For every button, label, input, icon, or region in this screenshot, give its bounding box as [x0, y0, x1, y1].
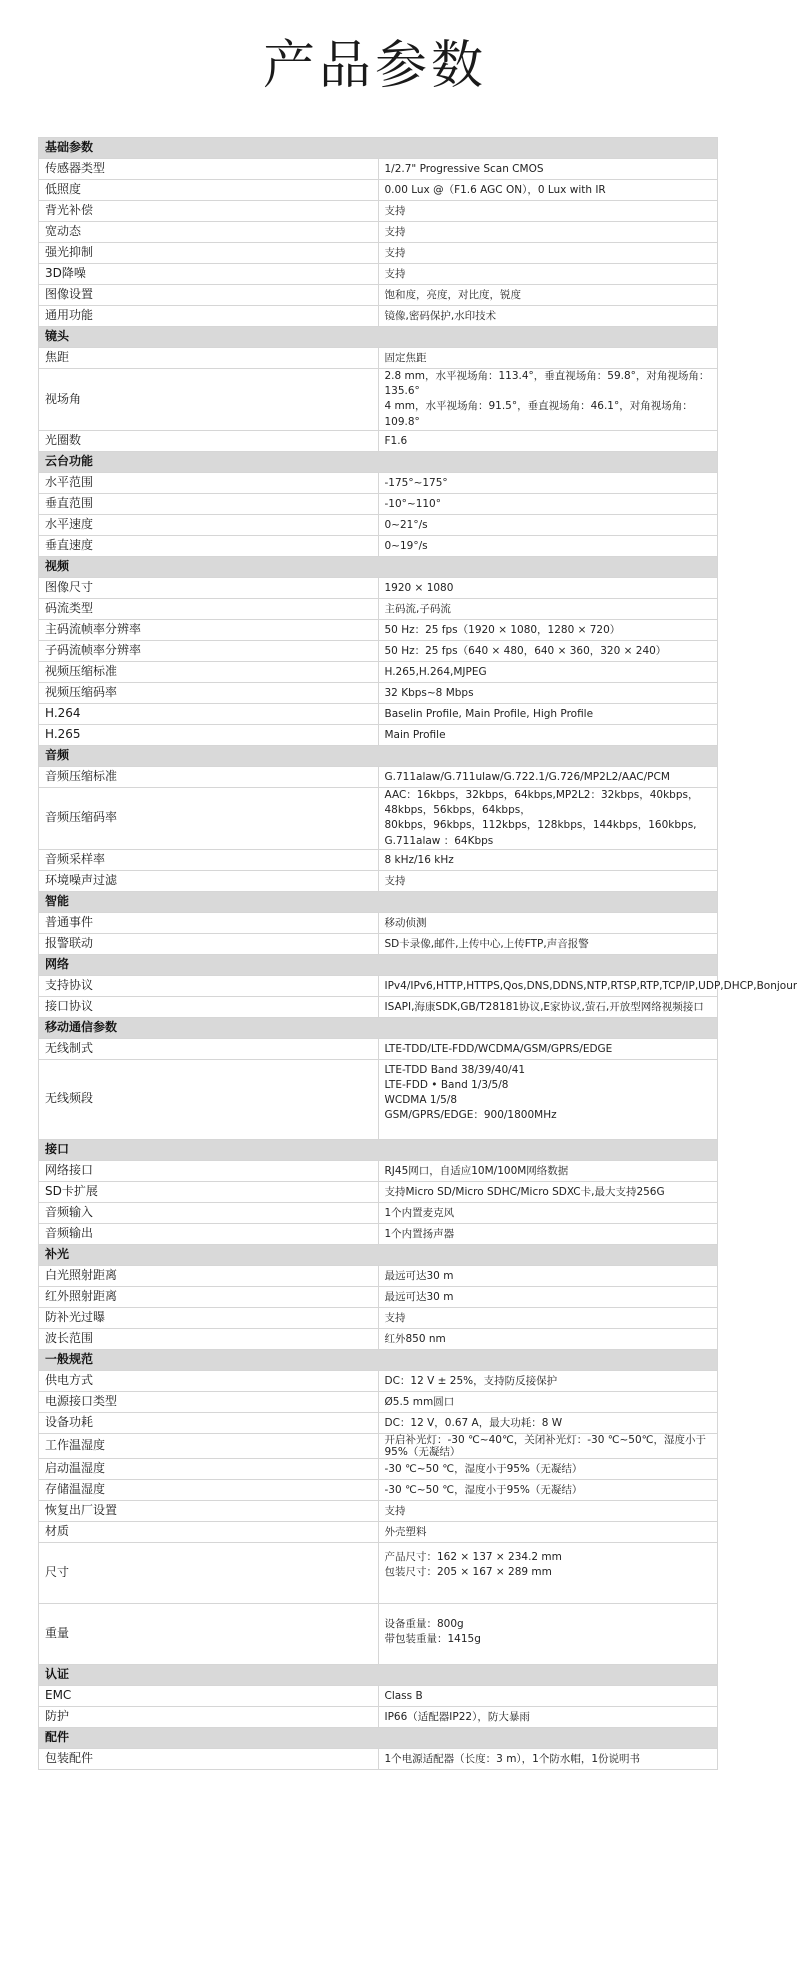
spec-row — [39, 703, 718, 724]
spec-value — [378, 285, 718, 306]
spec-label: 子码流帧率分辨率 — [39, 640, 379, 661]
spec-label: 启动温湿度 — [39, 1458, 379, 1479]
spec-value-line: 1个内置扬声器 — [384, 1227, 455, 1240]
spec-value-line: 支持Micro SD/Micro SDHC/Micro SDXC卡,最大支持256G — [384, 1185, 665, 1198]
spec-value-line: Ø5.5 mm圆口 — [384, 1395, 455, 1408]
spec-row — [39, 514, 718, 535]
spec-value — [378, 493, 718, 514]
spec-label: 焦距 — [39, 348, 379, 369]
spec-value — [378, 933, 718, 954]
section-header — [39, 745, 718, 766]
spec-value — [378, 264, 718, 285]
spec-value — [378, 1433, 718, 1458]
spec-value-line: 外壳塑料 — [384, 1525, 427, 1538]
spec-value — [378, 577, 718, 598]
section-title: 云台功能 — [39, 451, 718, 472]
spec-row — [39, 159, 718, 180]
spec-row — [39, 849, 718, 870]
spec-value — [378, 1706, 718, 1727]
spec-row — [39, 682, 718, 703]
spec-value-line: 支持 — [384, 874, 406, 887]
spec-row — [39, 933, 718, 954]
spec-label: 电源接口类型 — [39, 1391, 379, 1412]
spec-value — [378, 1038, 718, 1059]
spec-value-line: 镜像,密码保护,水印技术 — [384, 309, 497, 322]
section-title: 移动通信参数 — [39, 1017, 718, 1038]
section-title: 配件 — [39, 1727, 718, 1748]
spec-label: SD卡扩展 — [39, 1181, 379, 1202]
spec-value-line: 1920 × 1080 — [384, 581, 454, 594]
spec-value-line: Baselin Profile, Main Profile, High Profile — [384, 707, 594, 720]
spec-label: 水平范围 — [39, 472, 379, 493]
spec-row — [39, 493, 718, 514]
spec-value-line: 设备重量：800g — [384, 1617, 464, 1630]
spec-value-line: 支持 — [384, 267, 406, 280]
spec-label: 支持协议 — [39, 975, 379, 996]
spec-value — [378, 1685, 718, 1706]
section-header — [39, 1139, 718, 1160]
spec-value-line: WCDMA 1/5/8 — [384, 1094, 457, 1107]
spec-row — [39, 306, 718, 327]
spec-label: 光圈数 — [39, 430, 379, 451]
spec-label: EMC — [39, 1685, 379, 1706]
spec-label: H.265 — [39, 724, 379, 745]
spec-row — [39, 870, 718, 891]
section-title: 接口 — [39, 1139, 718, 1160]
spec-row — [39, 640, 718, 661]
spec-value — [378, 1542, 718, 1603]
spec-value — [378, 682, 718, 703]
spec-value-line: 50 Hz：25 fps（1920 × 1080，1280 × 720） — [384, 623, 621, 636]
spec-label: 工作温湿度 — [39, 1433, 379, 1458]
spec-value-line: DC：12 V，0.67 A，最大功耗：8 W — [384, 1416, 563, 1429]
spec-value — [378, 598, 718, 619]
spec-row — [39, 1038, 718, 1059]
spec-row — [39, 661, 718, 682]
spec-label: 低照度 — [39, 180, 379, 201]
section-header — [39, 1727, 718, 1748]
spec-label: 音频采样率 — [39, 849, 379, 870]
spec-row — [39, 1202, 718, 1223]
spec-label: 材质 — [39, 1521, 379, 1542]
spec-value — [378, 912, 718, 933]
spec-value — [378, 1603, 718, 1664]
spec-label: 无线制式 — [39, 1038, 379, 1059]
spec-label: 网络接口 — [39, 1160, 379, 1181]
spec-value-line: ISAPI,海康SDK,GB/T28181协议,E家协议,萤石,开放型网络视频接口 — [384, 1000, 704, 1013]
spec-value-line: 支持 — [384, 246, 406, 259]
spec-row — [39, 1479, 718, 1500]
spec-row — [39, 348, 718, 369]
section-header — [39, 138, 718, 159]
spec-value — [378, 1265, 718, 1286]
spec-label: 主码流帧率分辨率 — [39, 619, 379, 640]
spec-value — [378, 787, 718, 849]
spec-label: 环境噪声过滤 — [39, 870, 379, 891]
spec-row — [39, 285, 718, 306]
spec-label: 接口协议 — [39, 996, 379, 1017]
spec-row — [39, 243, 718, 264]
section-title: 音频 — [39, 745, 718, 766]
spec-value — [378, 306, 718, 327]
spec-row — [39, 766, 718, 787]
section-header — [39, 1349, 718, 1370]
spec-row — [39, 1706, 718, 1727]
spec-value — [378, 472, 718, 493]
spec-label: 视频压缩标准 — [39, 661, 379, 682]
spec-value-line: GSM/GPRS/EDGE：900/1800MHz — [384, 1109, 557, 1122]
spec-label: 传感器类型 — [39, 159, 379, 180]
spec-label: 垂直范围 — [39, 493, 379, 514]
spec-value-line: SD卡录像,邮件,上传中心,上传FTP,声音报警 — [384, 937, 589, 950]
spec-value-line: H.265,H.264,MJPEG — [384, 665, 487, 678]
spec-row — [39, 430, 718, 451]
spec-label: 码流类型 — [39, 598, 379, 619]
spec-value-line: LTE-TDD/LTE-FDD/WCDMA/GSM/GPRS/EDGE — [384, 1042, 613, 1055]
spec-row — [39, 1370, 718, 1391]
spec-value — [378, 243, 718, 264]
spec-label: 音频压缩码率 — [39, 787, 379, 849]
spec-label: 视频压缩码率 — [39, 682, 379, 703]
spec-value-line: 包装尺寸：205 × 167 × 289 mm — [384, 1565, 552, 1578]
section-header — [39, 327, 718, 348]
spec-value — [378, 766, 718, 787]
spec-label: 防补光过曝 — [39, 1307, 379, 1328]
section-title: 视频 — [39, 556, 718, 577]
spec-label: 存储温湿度 — [39, 1479, 379, 1500]
spec-value — [378, 1160, 718, 1181]
spec-value-line: 支持 — [384, 204, 406, 217]
spec-value — [378, 1748, 718, 1769]
section-header — [39, 1017, 718, 1038]
spec-value-line: 开启补光灯：-30 ℃~40℃，关闭补光灯：-30 ℃~50℃，湿度小于95%（无凝结） — [384, 1433, 706, 1458]
spec-label: 包装配件 — [39, 1748, 379, 1769]
spec-row — [39, 1412, 718, 1433]
spec-label: 恢复出厂设置 — [39, 1500, 379, 1521]
spec-label: H.264 — [39, 703, 379, 724]
section-title: 基础参数 — [39, 138, 718, 159]
spec-row — [39, 975, 718, 996]
spec-row — [39, 1521, 718, 1542]
spec-label: 图像设置 — [39, 285, 379, 306]
spec-label: 波长范围 — [39, 1328, 379, 1349]
spec-row — [39, 1328, 718, 1349]
spec-value — [378, 1458, 718, 1479]
spec-value — [378, 1479, 718, 1500]
spec-value-line: 饱和度，亮度，对比度，锐度 — [384, 288, 521, 301]
spec-value-line: 主码流,子码流 — [384, 602, 451, 615]
spec-label: 强光抑制 — [39, 243, 379, 264]
spec-row — [39, 1391, 718, 1412]
spec-label: 设备功耗 — [39, 1412, 379, 1433]
spec-row — [39, 1223, 718, 1244]
section-title: 镜头 — [39, 327, 718, 348]
spec-value — [378, 180, 718, 201]
spec-value-line: 支持 — [384, 225, 406, 238]
spec-value — [378, 201, 718, 222]
spec-value-line: 支持 — [384, 1311, 406, 1324]
spec-value-line: 固定焦距 — [384, 351, 427, 364]
spec-value-line: Main Profile — [384, 728, 446, 741]
spec-value — [378, 996, 718, 1017]
spec-value — [378, 703, 718, 724]
spec-label: 无线频段 — [39, 1059, 379, 1139]
section-header — [39, 556, 718, 577]
spec-value-line: 32 Kbps~8 Mbps — [384, 686, 474, 699]
spec-row — [39, 1685, 718, 1706]
spec-value — [378, 661, 718, 682]
spec-label: 防护 — [39, 1706, 379, 1727]
spec-value — [378, 1202, 718, 1223]
spec-value — [378, 514, 718, 535]
spec-value-line: 移动侦测 — [384, 916, 427, 929]
spec-value-line: LTE-TDD Band 38/39/40/41 — [384, 1063, 526, 1076]
spec-value-line: 1/2.7" Progressive Scan CMOS — [384, 162, 544, 175]
spec-row — [39, 535, 718, 556]
spec-row — [39, 1307, 718, 1328]
spec-label: 普通事件 — [39, 912, 379, 933]
spec-row — [39, 180, 718, 201]
section-title: 补光 — [39, 1244, 718, 1265]
spec-value — [378, 640, 718, 661]
spec-value-line: G.711alaw/G.711ulaw/G.722.1/G.726/MP2L2/AAC/PCM — [384, 770, 670, 783]
spec-label: 图像尺寸 — [39, 577, 379, 598]
spec-label: 宽动态 — [39, 222, 379, 243]
spec-label: 水平速度 — [39, 514, 379, 535]
spec-label: 音频输入 — [39, 1202, 379, 1223]
spec-table — [38, 137, 797, 1770]
spec-row — [39, 222, 718, 243]
spec-row — [39, 1160, 718, 1181]
spec-value — [378, 348, 718, 369]
spec-row — [39, 1265, 718, 1286]
spec-label: 音频压缩标准 — [39, 766, 379, 787]
spec-value-line: 8 kHz/16 kHz — [384, 853, 454, 866]
spec-label: 白光照射距离 — [39, 1265, 379, 1286]
section-header — [39, 891, 718, 912]
spec-value — [378, 1307, 718, 1328]
spec-row — [39, 1181, 718, 1202]
spec-row — [39, 912, 718, 933]
spec-value — [378, 870, 718, 891]
spec-value-line: 最远可达30 m — [384, 1269, 454, 1282]
section-title: 一般规范 — [39, 1349, 718, 1370]
spec-row — [39, 1542, 718, 1603]
spec-label: 供电方式 — [39, 1370, 379, 1391]
spec-value-line: 最远可达30 m — [384, 1290, 454, 1303]
spec-label: 视场角 — [39, 369, 379, 431]
spec-value-line: RJ45网口，自适应10M/100M网络数据 — [384, 1164, 569, 1177]
spec-value-line: -30 ℃~50 ℃，湿度小于95%（无凝结） — [384, 1483, 583, 1496]
spec-row — [39, 264, 718, 285]
spec-row — [39, 1059, 718, 1139]
spec-row — [39, 1286, 718, 1307]
spec-value-line: -10°~110° — [384, 497, 441, 510]
spec-value-line: 支持 — [384, 1504, 406, 1517]
spec-value — [378, 724, 718, 745]
section-header — [39, 954, 718, 975]
spec-value — [378, 430, 718, 451]
spec-value-line: 0~21°/s — [384, 518, 428, 531]
section-header — [39, 1664, 718, 1685]
spec-value-line: Class B — [384, 1689, 423, 1702]
spec-row — [39, 369, 718, 431]
spec-value — [378, 1059, 718, 1139]
spec-value-line: 红外850 nm — [384, 1332, 446, 1345]
spec-value-line: 4 mm，水平视场角：91.5°，垂直视场角：46.1°，对角视场角：109.8° — [384, 400, 693, 428]
spec-value — [378, 849, 718, 870]
spec-value — [378, 1223, 718, 1244]
spec-value — [378, 1391, 718, 1412]
spec-row — [39, 472, 718, 493]
spec-label: 报警联动 — [39, 933, 379, 954]
spec-value — [378, 222, 718, 243]
spec-value-line: 2.8 mm，水平视场角：113.4°，垂直视场角：59.8°，对角视场角：135.6° — [384, 370, 710, 398]
spec-value — [378, 619, 718, 640]
section-header — [39, 451, 718, 472]
spec-label: 红外照射距离 — [39, 1286, 379, 1307]
section-title: 智能 — [39, 891, 718, 912]
spec-row — [39, 724, 718, 745]
spec-value-line: 50 Hz：25 fps（640 × 480，640 × 360，320 × 240） — [384, 644, 667, 657]
spec-value-line: 0.00 Lux @（F1.6 AGC ON），0 Lux with IR — [384, 183, 606, 196]
spec-value-line: 0~19°/s — [384, 539, 428, 552]
spec-label: 尺寸 — [39, 1542, 379, 1603]
spec-value — [378, 159, 718, 180]
spec-value — [378, 1286, 718, 1307]
spec-value — [378, 1521, 718, 1542]
spec-value-line: 带包装重量：1415g — [384, 1632, 481, 1645]
page-title: 产品参数 — [262, 36, 487, 96]
spec-label: 通用功能 — [39, 306, 379, 327]
spec-value — [378, 975, 797, 996]
spec-row — [39, 996, 718, 1017]
spec-row — [39, 1458, 718, 1479]
spec-value-line: F1.6 — [384, 434, 408, 447]
spec-value-line: LTE-FDD • Band 1/3/5/8 — [384, 1079, 509, 1092]
spec-row — [39, 1500, 718, 1521]
spec-value — [378, 535, 718, 556]
spec-value-line: 1个电源适配器（长度：3 m），1个防水帽，1份说明书 — [384, 1752, 641, 1765]
spec-row — [39, 1603, 718, 1664]
spec-value-line: DC：12 V ± 25%，支持防反接保护 — [384, 1374, 558, 1387]
spec-row — [39, 619, 718, 640]
spec-row — [39, 598, 718, 619]
section-title: 网络 — [39, 954, 718, 975]
spec-label: 垂直速度 — [39, 535, 379, 556]
spec-value-line: AAC：16kbps，32kbps，64kbps,MP2L2：32kbps，40kbps，48kbps，56kbps，64kbps， — [384, 788, 699, 817]
spec-row — [39, 1433, 718, 1458]
spec-value — [378, 1181, 718, 1202]
section-header — [39, 1244, 718, 1265]
spec-value — [378, 1370, 718, 1391]
spec-value-line: 1个内置麦克风 — [384, 1206, 455, 1219]
spec-value — [378, 369, 718, 431]
spec-label: 3D降噪 — [39, 264, 379, 285]
spec-value-line: IP66（适配器IP22），防大暴雨 — [384, 1710, 530, 1723]
section-title: 认证 — [39, 1664, 718, 1685]
spec-value-line: 产品尺寸：162 × 137 × 234.2 mm — [384, 1550, 562, 1563]
spec-row — [39, 787, 718, 849]
spec-row — [39, 201, 718, 222]
spec-value-line: 80kbps，96kbps，112kbps，128kbps，144kbps，160kbps, G.711alaw ：64Kbps — [384, 819, 697, 847]
spec-value-line: -175°~175° — [384, 476, 448, 489]
spec-value-line: IPv4/IPv6,HTTP,HTTPS,Qos,DNS,DDNS,NTP,RTSP,RTP,TCP/IP,UDP,DHCP,Bonjour — [384, 979, 797, 992]
spec-value — [378, 1328, 718, 1349]
spec-label: 背光补偿 — [39, 201, 379, 222]
spec-value — [378, 1500, 718, 1521]
spec-value — [378, 1412, 718, 1433]
spec-row — [39, 577, 718, 598]
spec-value-line: -30 ℃~50 ℃，湿度小于95%（无凝结） — [384, 1462, 583, 1475]
spec-label: 重量 — [39, 1603, 379, 1664]
spec-label: 音频输出 — [39, 1223, 379, 1244]
spec-row — [39, 1748, 718, 1769]
